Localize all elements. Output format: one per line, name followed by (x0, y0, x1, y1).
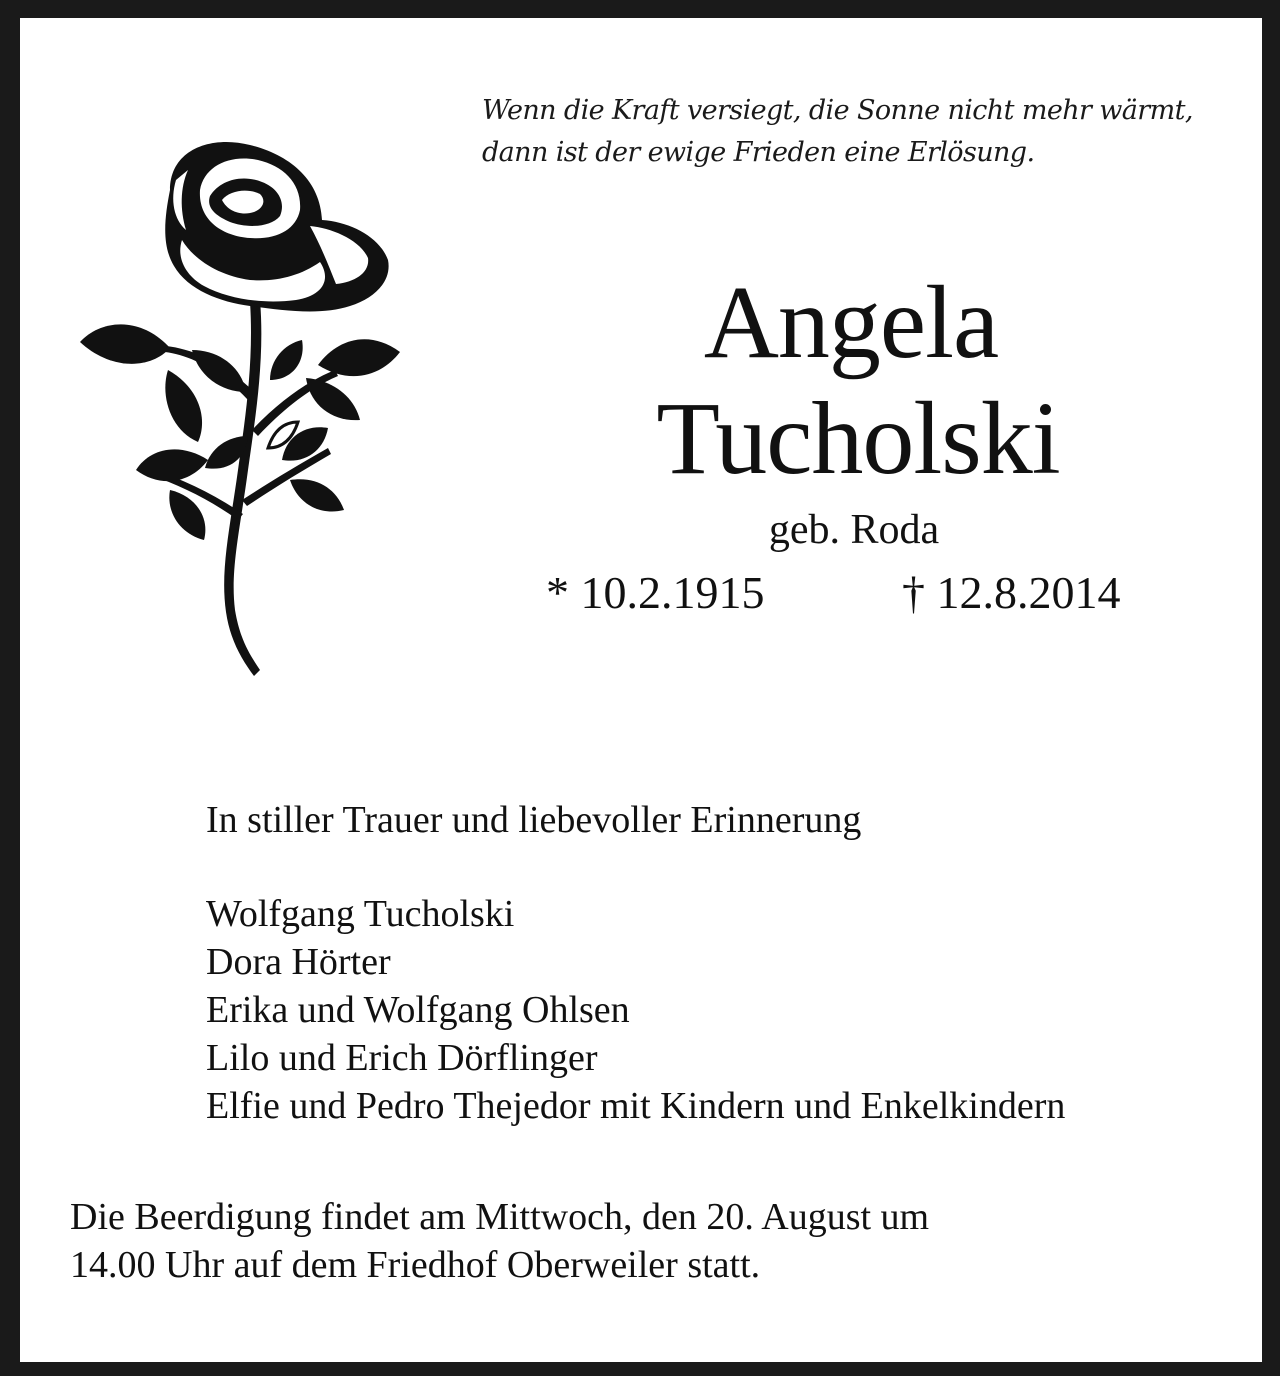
mourner-entry: Dora Hörter (206, 941, 391, 983)
mourner-entry: Lilo und Erich Dörflinger (206, 1037, 598, 1079)
mourner-entry: Wolfgang Tucholski (206, 893, 515, 935)
death-date: † 12.8.2014 (902, 567, 1121, 618)
mourning-line: In stiller Trauer und liebevoller Erinnerung (206, 799, 862, 841)
quote-line-1: Wenn die Kraft versiegt, die Sonne nicht mehr wärmt, (482, 95, 1193, 126)
deceased-first-name: Angela (703, 265, 999, 380)
mourners-list (206, 890, 1065, 1130)
funeral-info (70, 1193, 929, 1289)
maiden-name: geb. Roda (768, 507, 940, 553)
deceased-last-name: Tucholski (656, 381, 1060, 496)
quote-line-2: dann ist der ewige Frieden eine Erlösung. (482, 137, 1035, 168)
quote (482, 90, 1272, 174)
mourner-entry: Erika und Wolfgang Ohlsen (206, 989, 630, 1031)
rose-icon (70, 130, 410, 680)
mourner-entry: Elfie und Pedro Thejedor mit Kindern und Enkelkindern (206, 1085, 1066, 1127)
birth-date: * 10.2.1915 (546, 567, 765, 618)
funeral-line-2: 14.00 Uhr auf dem Friedhof Oberweiler statt. (70, 1244, 761, 1286)
funeral-line-1: Die Beerdigung findet am Mittwoch, den 20. August um (70, 1196, 930, 1238)
